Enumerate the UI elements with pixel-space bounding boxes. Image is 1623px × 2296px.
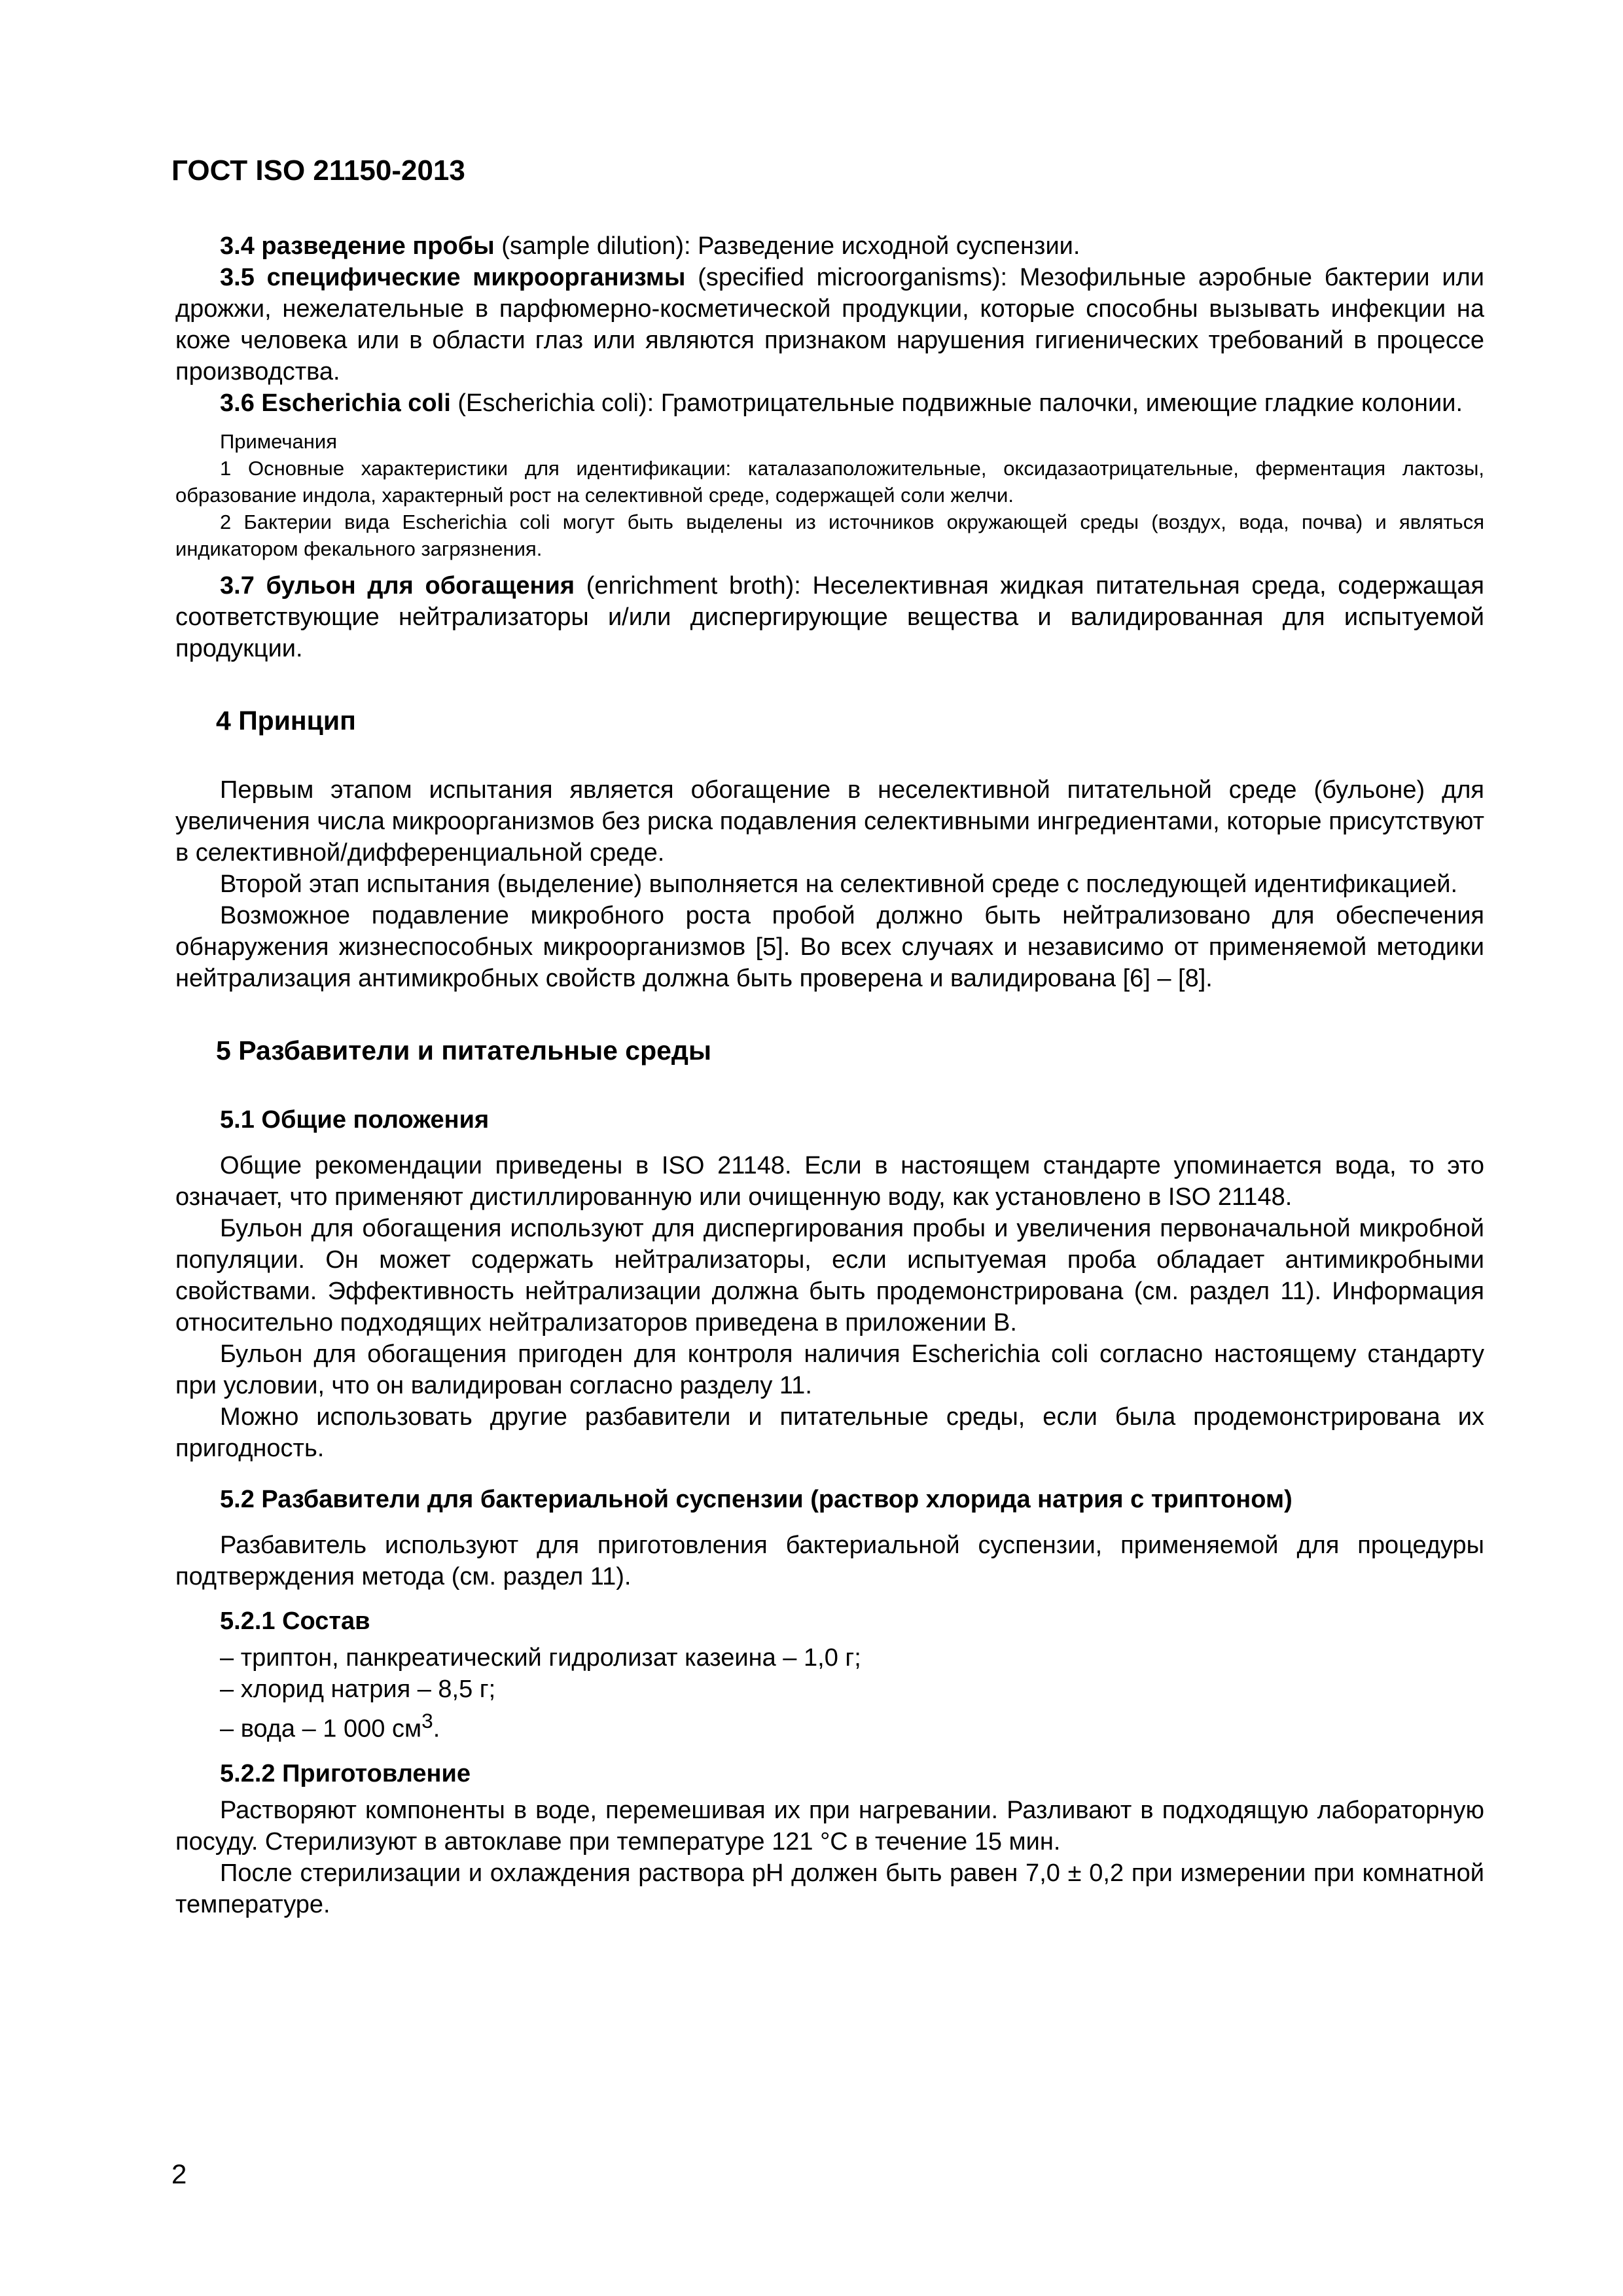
section-4-heading: 4 Принцип <box>216 706 356 736</box>
definition-term: Escherichia coli <box>261 389 451 417</box>
definition-number: 3.7 <box>220 572 266 600</box>
composition-item <box>175 1705 1484 1745</box>
section-5-2-1-heading: 5.2.1 Состав <box>220 1607 370 1635</box>
definition-3-7 <box>175 570 1484 664</box>
definition-3-6 <box>175 387 1484 419</box>
definition-term: бульон для обогащения <box>266 572 575 600</box>
composition-item: – триптон, панкреатический гидролизат казеина – 1,0 г; <box>220 1644 861 1672</box>
note-1: 1 Основные характеристики для идентификации: каталазаположительные, оксидазаотрицательные, ферментация лактозы, образование индола, характерный рост на селективной среде, содержащей соли желчи. <box>175 457 1484 507</box>
section-5-heading: 5 Разбавители и питательные среды <box>216 1035 711 1066</box>
note-2: 2 Бактерии вида Escherichia coli могут быть выделены из источников окружающей среды (воздух, вода, почва) и являться индикатором фекального загрязнения. <box>175 511 1484 560</box>
definition-text: (specified microorganisms): Мезофильные аэробные бактерии или дрожжи, нежелательные в парфюмерно-косметической продукции, которые способны вызывать инфекции на коже человека или в области глаз или являются признаком нарушения гигиенических требований в процессе производства. <box>175 264 1484 386</box>
section-4-paragraph: Второй этап испытания (выделение) выполняется на селективной среде с последующей идентификацией. <box>220 870 1458 898</box>
definition-text: (Escherichia coli): Грамотрицательные подвижные палочки, имеющие гладкие колонии. <box>450 389 1463 417</box>
document-header: ГОСТ ISO 21150-2013 <box>171 154 465 187</box>
section-4-paragraph: Возможное подавление микробного роста пробой должно быть нейтрализовано для обеспечения обнаружения жизнеспособных микроорганизмов [5]. Во всех случаях и независимо от применяемой методики нейтрализация антимикробных свойств должна быть проверена и валидирована [6] – [8]. <box>175 902 1484 992</box>
definition-number: 3.6 <box>220 389 262 417</box>
definition-text: (sample dilution): Разведение исходной суспензии. <box>494 232 1080 260</box>
section-5-2-2-paragraph: Растворяют компоненты в воде, перемешивая их при нагревании. Разливают в подходящую лабораторную посуду. Стерилизуют в автоклаве при температуре 121 °С в течение 15 мин. <box>175 1796 1484 1856</box>
composition-item: – хлорид натрия – 8,5 г; <box>220 1676 496 1703</box>
section-4-paragraph: Первым этапом испытания является обогащение в неселективной питательной среде (бульоне) для увеличения числа микроорганизмов без риска подавления селективными ингредиентами, которые присутствуют в селективной/дифференциальной среде. <box>175 776 1484 867</box>
definition-text: (enrichment broth): Неселективная жидкая питательная среда, содержащая соответствующие нейтрализаторы и/или диспергирующие вещества и валидированная для испытуемой продукции. <box>175 572 1484 662</box>
definition-term: специфические микроорганизмы <box>266 264 686 291</box>
section-5-2-paragraph: Разбавитель используют для приготовления бактериальной суспензии, применяемой для процедуры подтверждения метода (см. раздел 11). <box>175 1532 1484 1590</box>
composition-item-end: . <box>433 1715 440 1743</box>
section-5-1-paragraph: Можно использовать другие разбавители и питательные среды, если была продемонстрирована их пригодность. <box>175 1403 1484 1462</box>
section-5-2-2-heading: 5.2.2 Приготовление <box>220 1759 471 1787</box>
definition-3-4 <box>175 230 1484 262</box>
composition-item-text: – вода – 1 000 см <box>220 1715 422 1743</box>
definition-number: 3.4 <box>220 232 262 260</box>
document-body <box>175 230 1484 1920</box>
section-5-1-heading: 5.1 Общие положения <box>220 1106 490 1134</box>
section-5-1-paragraph: Общие рекомендации приведены в ISO 21148. Если в настоящем стандарте упоминается вода, то это означает, что применяют дистиллированную или очищенную воду, как установлено в ISO 21148. <box>175 1152 1484 1211</box>
composition-list <box>175 1642 1484 1745</box>
section-5-1-paragraph: Бульон для обогащения пригоден для контроля наличия Escherichia coli согласно настоящему стандарту при условии, что он валидирован согласно разделу 11. <box>175 1340 1484 1399</box>
notes-title: Примечания <box>220 430 337 453</box>
superscript: 3 <box>421 1709 433 1732</box>
definition-3-5 <box>175 262 1484 387</box>
section-5-2-2-paragraph: После стерилизации и охлаждения раствора рН должен быть равен 7,0 ± 0,2 при измерении при комнатной температуре. <box>175 1859 1484 1918</box>
section-5-2-heading: 5.2 Разбавители для бактериальной суспензии (раствор хлорида натрия с триптоном) <box>220 1486 1293 1513</box>
section-5-1-paragraph: Бульон для обогащения используют для диспергирования пробы и увеличения первоначальной микробной популяции. Он может содержать нейтрализаторы, если испытуемая проба обладает антимикробными свойствами. Эффективность нейтрализации должна быть продемонстрирована (см. раздел 11). Информация относительно подходящих нейтрализаторов приведена в приложении В. <box>175 1215 1484 1336</box>
definition-term: разведение пробы <box>261 232 495 260</box>
definition-number: 3.5 <box>220 264 267 291</box>
page-number: 2 <box>171 2159 187 2189</box>
